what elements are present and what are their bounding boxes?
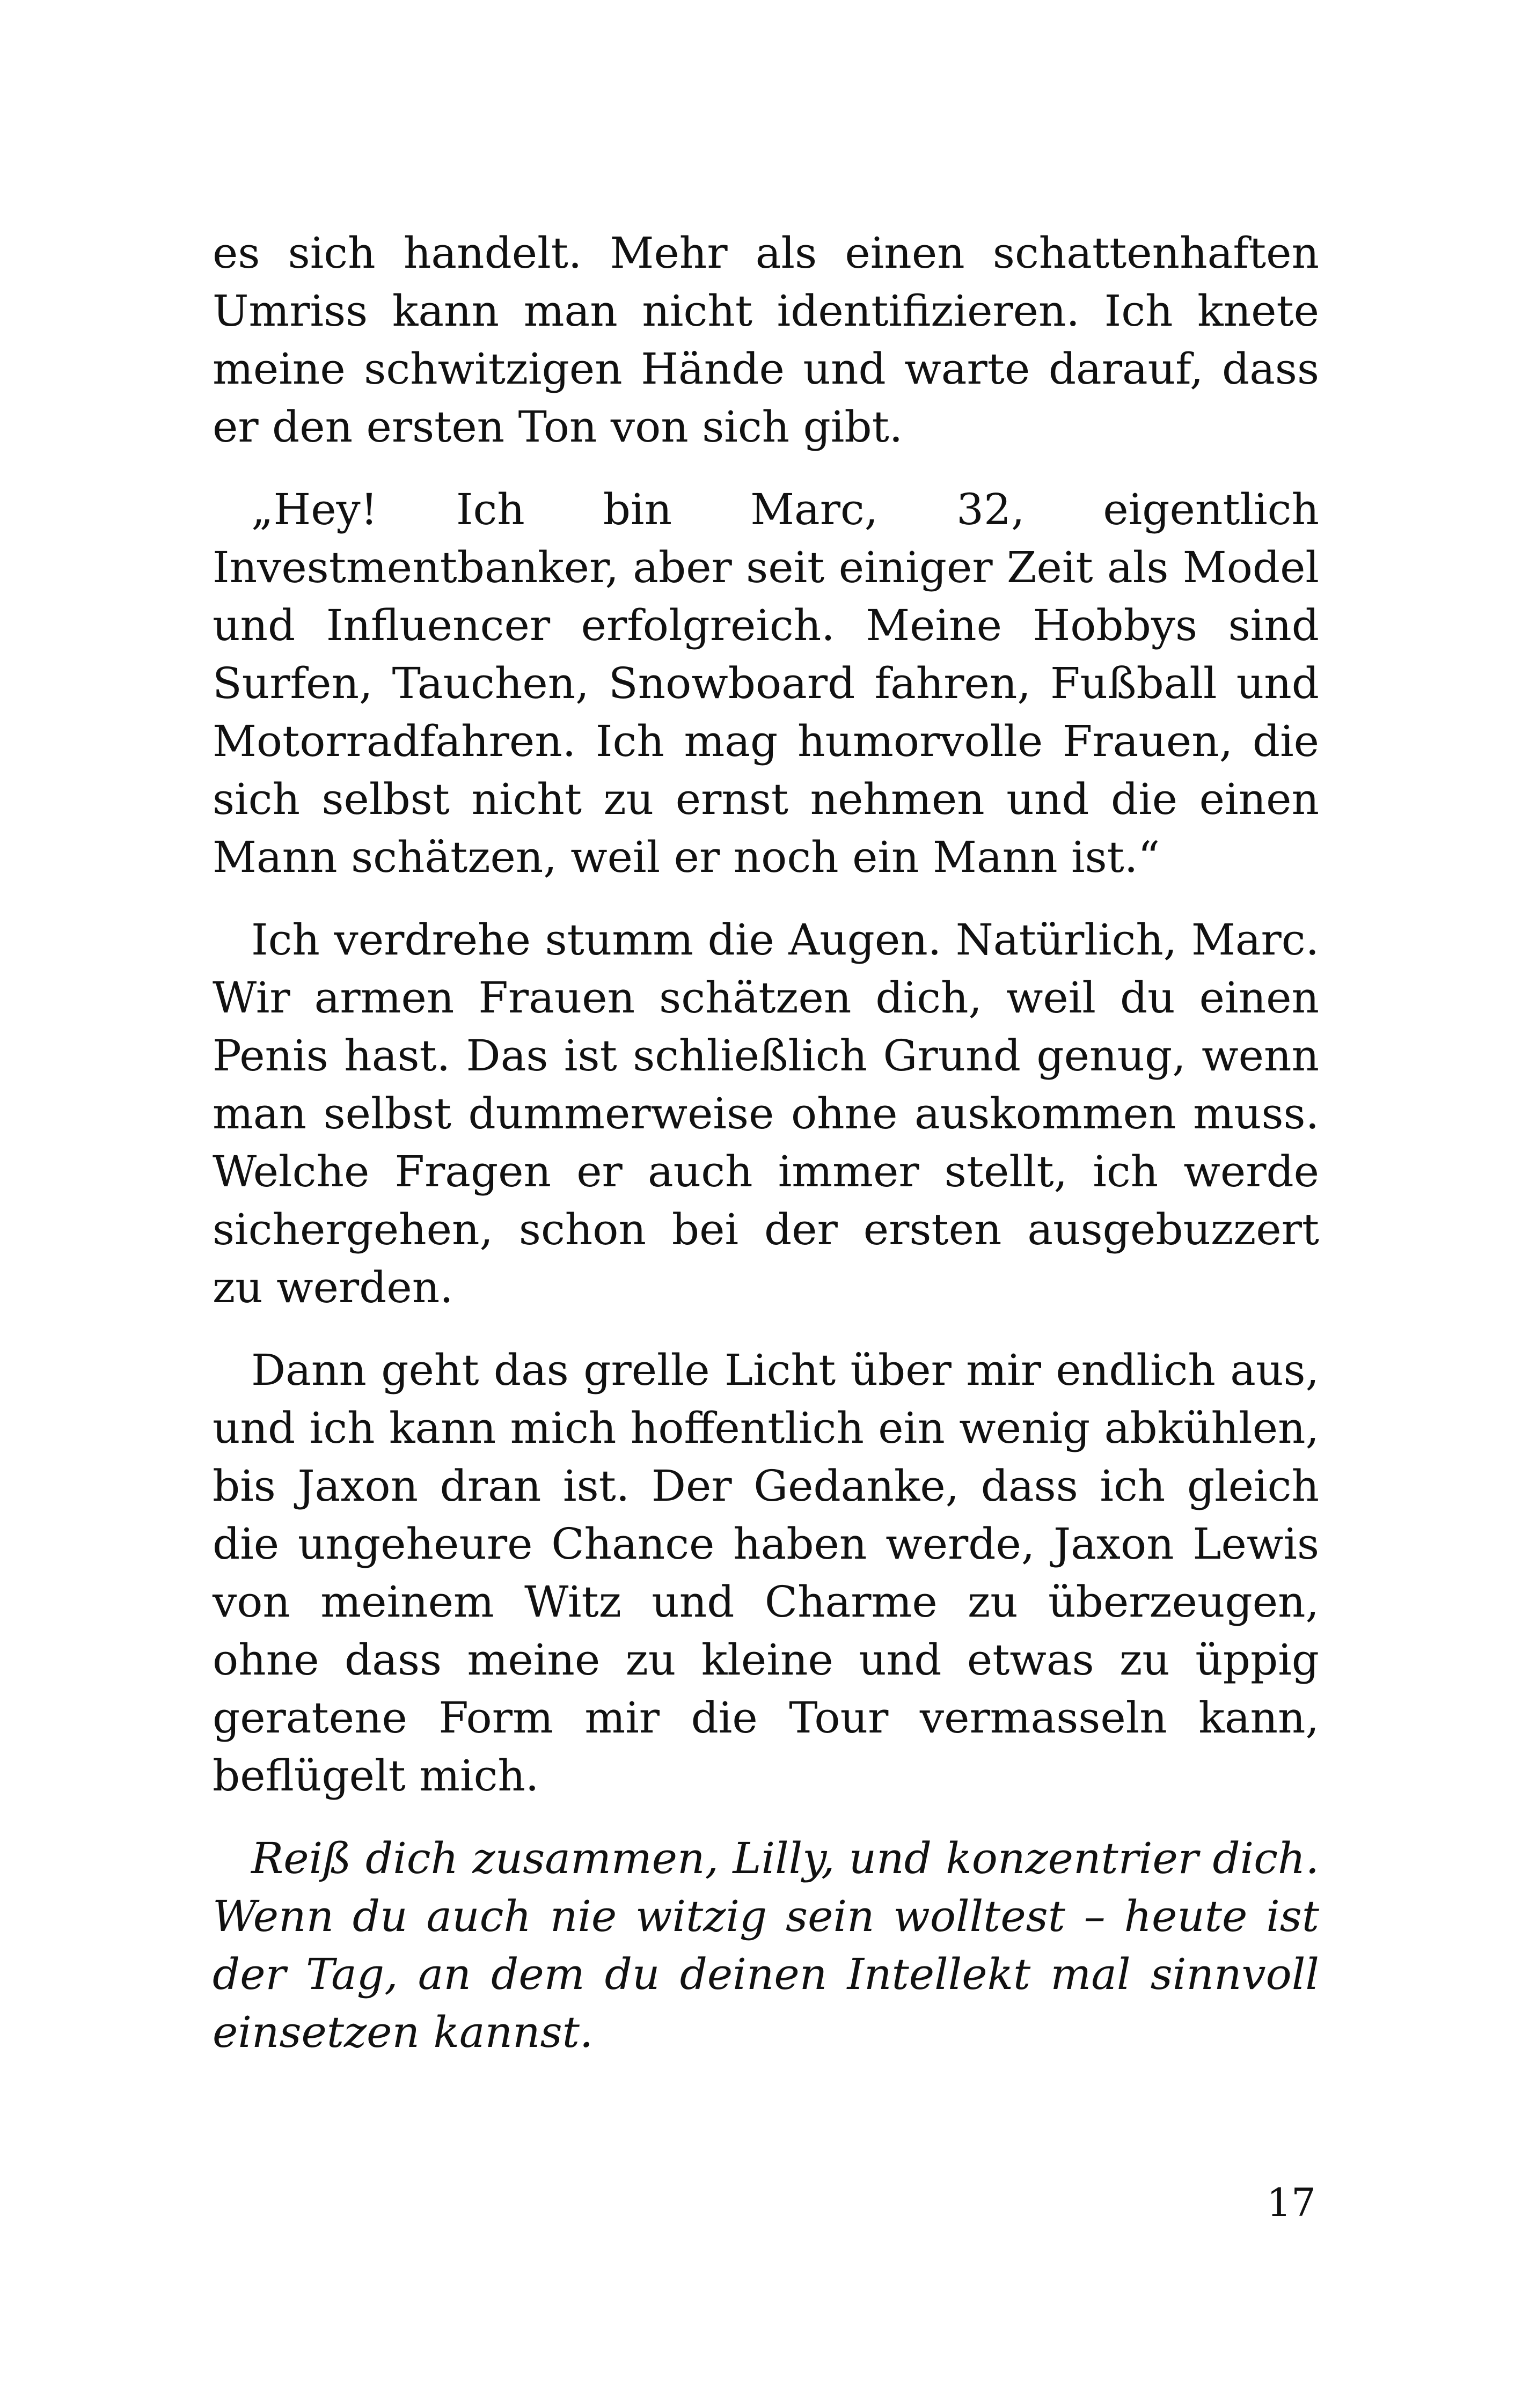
page-number: 17 [1267,2180,1316,2225]
paragraph-marc-introduction: „Hey! Ich bin Marc, 32, eigentlich Investmentbanker, aber seit einiger Zeit als Model und Influencer erfolgreich. Meine Hobbys sind Surfen, Tauchen, Snowboard fahren, Fußball und Motorradfahren. Ich mag humorvolle Frauen, die sich selbst nicht zu ernst nehmen und die einen Mann schätzen, weil er noch ein Mann ist.“ [213,484,1319,882]
paragraph-continuation: es sich handelt. Mehr als einen schattenhaften Umriss kann man nicht identifizieren. Ich knete meine schwitzigen Hände und warte darauf, dass er den ersten Ton von sich gibt. [213,228,1319,452]
body-text [213,224,1319,2061]
paragraph-inner-thought: Reiß dich zusammen, Lilly, und konzentrier dich. Wenn du auch nie witzig sein wolltest – heute ist der Tag, an dem du deinen Intellekt mal sinnvoll einsetzen kannst. [213,1833,1319,2057]
paragraph-light-goes-out: Dann geht das grelle Licht über mir endlich aus, und ich kann mich hoffentlich ein wenig abkühlen, bis Jaxon dran ist. Der Gedanke, dass ich gleich die ungeheure Chance haben werde, Jaxon Lewis von meinem Witz und Charme zu überzeugen, ohne dass meine zu kleine und etwas zu üppig geratene Form mir die Tour vermasseln kann, beflügelt mich. [213,1345,1319,1801]
paragraph-eye-roll: Ich verdrehe stumm die Augen. Natürlich, Marc. Wir armen Frauen schätzen dich, weil du einen Penis hast. Das ist schließlich Grund genug, wenn man selbst dummerweise ohne auskommen muss. Welche Fragen er auch immer stellt, ich werde sichergehen, schon bei der ersten ausgebuzzert zu werden. [213,915,1319,1312]
